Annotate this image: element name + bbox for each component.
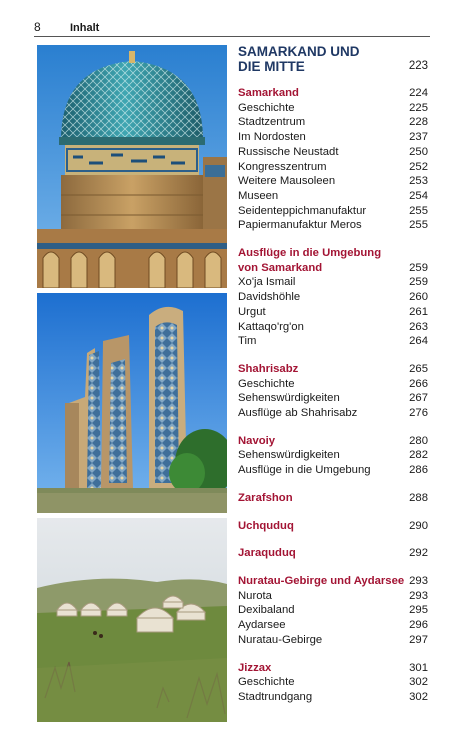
toc-entry[interactable] xyxy=(238,391,428,406)
toc-entry-label: Im Nordosten xyxy=(238,131,306,144)
chapter-title-line1: SAMARKAND UND xyxy=(238,44,360,59)
toc-entry-label: Stadtzentrum xyxy=(238,116,306,129)
toc-group xyxy=(238,434,428,478)
aksaray-ruins-photo xyxy=(37,293,227,513)
toc-entry-page: 286 xyxy=(409,464,428,477)
toc-heading-label: Jizzax xyxy=(238,661,272,674)
toc-entry-page: 250 xyxy=(409,145,428,158)
toc-heading-label: Nuratau-Gebirge und Aydarsee xyxy=(238,574,405,587)
toc-entry[interactable] xyxy=(238,589,428,604)
toc-entry-label: Dexibaland xyxy=(238,604,295,617)
toc-entry-label: Ausflüge ab Shahrisabz xyxy=(238,407,358,420)
toc-entry-page: 264 xyxy=(409,335,428,348)
toc-heading-label: von Samarkand xyxy=(238,261,323,274)
toc-entry-label: Papiermanufaktur Meros xyxy=(238,219,362,232)
toc-entry-page: 296 xyxy=(409,619,428,632)
page-header xyxy=(34,16,430,37)
mosque-dome-photo xyxy=(37,45,227,288)
toc-entry-page: 295 xyxy=(409,604,428,617)
toc-entry-page: 263 xyxy=(409,320,428,333)
toc-heading[interactable] xyxy=(238,519,428,534)
toc-entry-label: Geschichte xyxy=(238,101,295,114)
toc-entry-page: 260 xyxy=(409,291,428,304)
toc-entry-page: 302 xyxy=(409,690,428,703)
toc-entry-label: Kongresszentrum xyxy=(238,160,327,173)
toc-heading-page: 288 xyxy=(409,491,428,504)
toc-group xyxy=(238,519,428,534)
toc-entry-page: 254 xyxy=(409,189,428,202)
toc-heading-page: 259 xyxy=(409,261,428,274)
toc-heading[interactable] xyxy=(238,491,428,506)
yurt-camp-photo xyxy=(37,518,227,722)
toc-heading-label: Samarkand xyxy=(238,87,299,99)
toc-entry-label: Weitere Mausoleen xyxy=(238,175,336,188)
toc-entry[interactable] xyxy=(238,305,428,320)
chapter-title xyxy=(238,44,428,74)
toc-entry[interactable] xyxy=(238,101,428,116)
toc-entry-page: 261 xyxy=(409,305,428,318)
toc-groups xyxy=(238,86,428,705)
toc-heading-page: 280 xyxy=(409,434,428,447)
toc-heading[interactable] xyxy=(238,661,428,676)
toc-entry-label: Geschichte xyxy=(238,676,295,689)
toc-heading[interactable] xyxy=(238,261,428,276)
toc-group xyxy=(238,246,428,349)
toc-heading[interactable] xyxy=(238,434,428,449)
toc-entry-label: Geschichte xyxy=(238,377,295,390)
toc-heading[interactable] xyxy=(238,546,428,561)
toc-entry-label: Seidenteppichmanufaktur xyxy=(238,204,367,217)
table-of-contents xyxy=(238,44,428,705)
toc-entry-page: 267 xyxy=(409,392,428,405)
section-title: Inhalt xyxy=(70,22,100,34)
toc-heading-page: 293 xyxy=(409,574,428,587)
toc-entry[interactable] xyxy=(238,618,428,633)
toc-entry-page: 252 xyxy=(409,160,428,173)
toc-entry-page: 276 xyxy=(409,407,428,420)
toc-entry-page: 255 xyxy=(409,204,428,217)
toc-entry[interactable] xyxy=(238,448,428,463)
toc-entry-label: Xo'ja Ismail xyxy=(238,276,296,289)
toc-entry-label: Nuratau-Gebirge xyxy=(238,633,323,646)
toc-entry-label: Museen xyxy=(238,189,279,202)
toc-heading[interactable] xyxy=(238,574,428,589)
toc-entry-label: Stadtrundgang xyxy=(238,690,313,703)
toc-heading[interactable] xyxy=(238,86,428,101)
toc-group xyxy=(238,362,428,421)
toc-entry-page: 302 xyxy=(409,676,428,689)
toc-heading-page: 301 xyxy=(409,661,428,674)
toc-entry[interactable] xyxy=(238,204,428,219)
page-number: 8 xyxy=(34,20,41,34)
toc-heading-label: Navoiy xyxy=(238,434,276,447)
toc-entry[interactable] xyxy=(238,463,428,478)
toc-entry-page: 259 xyxy=(409,276,428,289)
toc-entry-label: Nurota xyxy=(238,589,272,602)
toc-heading-label: Zarafshon xyxy=(238,491,293,504)
toc-entry[interactable] xyxy=(238,160,428,175)
toc-heading-label: Uchquduq xyxy=(238,519,294,532)
chapter-title-line2: DIE MITTE xyxy=(238,59,305,74)
toc-entry-page: 237 xyxy=(409,131,428,144)
toc-entry-page: 253 xyxy=(409,175,428,188)
toc-entry[interactable] xyxy=(238,633,428,648)
toc-entry[interactable] xyxy=(238,320,428,335)
toc-group xyxy=(238,661,428,705)
toc-entry-label: Sehenswürdigkeiten xyxy=(238,392,340,405)
toc-entry[interactable] xyxy=(238,174,428,189)
toc-entry[interactable] xyxy=(238,690,428,705)
toc-entry-page: 282 xyxy=(409,449,428,462)
toc-entry[interactable] xyxy=(238,377,428,392)
toc-entry[interactable] xyxy=(238,189,428,204)
toc-heading-line1[interactable]: Ausflüge in die Umgebung xyxy=(238,247,382,260)
toc-entry-page: 266 xyxy=(409,377,428,390)
photo-column xyxy=(37,45,227,727)
toc-entry[interactable] xyxy=(238,115,428,130)
toc-entry[interactable] xyxy=(238,218,428,233)
toc-entry-page: 225 xyxy=(409,101,428,114)
toc-entry[interactable] xyxy=(238,145,428,160)
toc-entry[interactable] xyxy=(238,290,428,305)
toc-entry-label: Sehenswürdigkeiten xyxy=(238,449,340,462)
toc-entry-page: 297 xyxy=(409,633,428,646)
toc-heading-label: Jaraquduq xyxy=(238,547,296,560)
toc-entry-page: 228 xyxy=(409,116,428,129)
toc-heading-page: 265 xyxy=(409,362,428,375)
toc-group xyxy=(238,491,428,506)
toc-group xyxy=(238,546,428,561)
toc-entry-label: Tim xyxy=(238,335,257,348)
toc-entry-label: Ausflüge in die Umgebung xyxy=(238,464,371,477)
toc-heading-label: Shahrisabz xyxy=(238,362,299,375)
toc-entry-label: Russische Neustadt xyxy=(238,145,339,158)
toc-heading-page: 224 xyxy=(409,87,428,99)
toc-entry-page: 293 xyxy=(409,589,428,602)
toc-group xyxy=(238,574,428,648)
toc-group xyxy=(238,86,428,233)
toc-entry-page: 255 xyxy=(409,219,428,232)
toc-entry[interactable] xyxy=(238,334,428,349)
toc-entry-label: Davidshöhle xyxy=(238,291,301,304)
toc-heading-page: 292 xyxy=(409,547,428,560)
toc-entry[interactable] xyxy=(238,406,428,421)
toc-entry[interactable] xyxy=(238,130,428,145)
toc-heading[interactable] xyxy=(238,362,428,377)
toc-entry[interactable] xyxy=(238,275,428,290)
toc-entry-label: Kattaqo'rg'on xyxy=(238,320,304,333)
toc-heading-page: 290 xyxy=(409,519,428,532)
toc-entry[interactable] xyxy=(238,603,428,618)
chapter-page: 223 xyxy=(408,60,428,72)
toc-entry-label: Aydarsee xyxy=(238,619,286,632)
toc-entry-label: Urgut xyxy=(238,305,266,318)
toc-entry[interactable] xyxy=(238,675,428,690)
